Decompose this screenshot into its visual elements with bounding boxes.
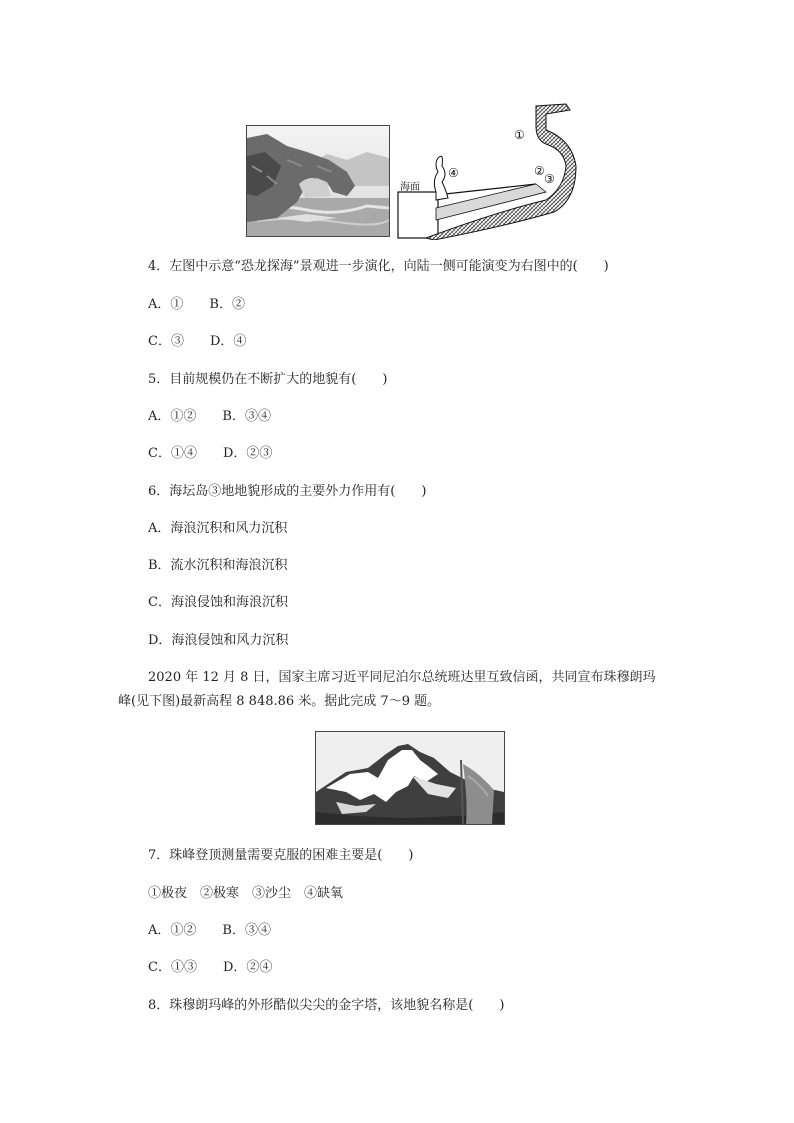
sea-arch-illustration bbox=[247, 126, 389, 236]
marker-4: ④ bbox=[448, 166, 459, 180]
question-8-stem: 8．珠穆朗玛峰的外形酷似尖尖的金字塔，该地貌名称是( ) bbox=[148, 998, 505, 1013]
passage-line-2: 峰(见下图)最新高程 8 848.86 米。据此完成 7～9 题。 bbox=[118, 694, 441, 709]
sea-level-label: 海面 bbox=[400, 182, 420, 193]
marker-1: ① bbox=[514, 128, 525, 142]
question-6-option-c: C．海浪侵蚀和海浪沉积 bbox=[148, 595, 288, 610]
question-5-options-cd: C．①④ D．②③ bbox=[148, 446, 273, 461]
marker-2: ② bbox=[534, 164, 545, 178]
passage-line-1: 2020 年 12 月 8 日，国家主席习近平同尼泊尔总统班达里互致信函，共同宣布珠穆朗玛 bbox=[148, 670, 656, 685]
question-4-options-cd: C．③ D．④ bbox=[148, 334, 247, 349]
everest-illustration bbox=[316, 732, 504, 824]
marker-3: ③ bbox=[544, 172, 555, 186]
question-7-stem: 7．珠峰登顶测量需要克服的困难主要是( ) bbox=[148, 848, 414, 863]
coastal-profile-illustration bbox=[396, 100, 580, 240]
question-5-options-ab: A．①② B．③④ bbox=[148, 409, 271, 424]
question-7-items: ①极夜 ②极寒 ③沙尘 ④缺氧 bbox=[148, 886, 344, 901]
question-6-stem: 6．海坛岛③地地貌形成的主要外力作用有( ) bbox=[148, 484, 427, 499]
question-4-stem: 4．左图中示意“恐龙探海”景观进一步演化，向陆一侧可能演变为右图中的( ) bbox=[148, 259, 609, 274]
question-4-options-ab: A．① B．② bbox=[148, 297, 245, 312]
question-6-option-b: B．流水沉积和海浪沉积 bbox=[148, 558, 288, 573]
question-6-option-a: A．海浪沉积和风力沉积 bbox=[148, 521, 288, 536]
question-7-options-ab: A．①② B．③④ bbox=[148, 923, 271, 938]
everest-photo bbox=[315, 731, 505, 825]
question-6-option-d: D．海浪侵蚀和风力沉积 bbox=[148, 633, 289, 648]
question-5-stem: 5．目前规模仍在不断扩大的地貌有( ) bbox=[148, 372, 388, 387]
sea-arch-photo bbox=[246, 125, 390, 237]
coastal-profile-diagram bbox=[396, 100, 580, 240]
question-7-options-cd: C．①③ D．②④ bbox=[148, 960, 273, 975]
